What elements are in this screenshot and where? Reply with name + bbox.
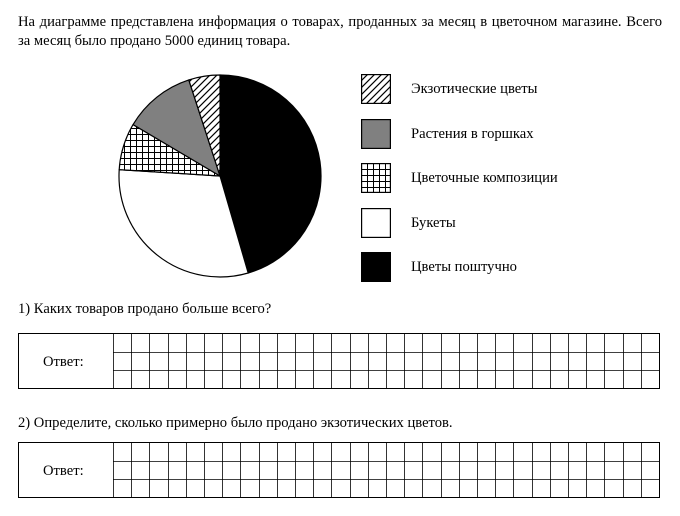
legend-swatch-grid bbox=[361, 163, 391, 193]
intro-text: На диаграмме представлена информация о товарах, проданных за месяц в цветочном магазине. Всего за месяц было продано 5000 единиц товара. bbox=[18, 14, 662, 49]
legend-label: Экзотические цветы bbox=[411, 81, 538, 97]
answer-box-2[interactable] bbox=[18, 442, 660, 498]
question-2: 2) Определите, сколько примерно было продано экзотических цветов. bbox=[18, 415, 453, 431]
answer-box-1[interactable] bbox=[18, 333, 660, 389]
legend-label: Растения в горшках bbox=[411, 125, 534, 142]
legend-swatch-gray bbox=[361, 119, 391, 149]
answer-grid-1[interactable] bbox=[113, 334, 660, 388]
question-1: 1) Каких товаров продано больше всего? bbox=[18, 301, 272, 317]
answer-grid-2[interactable] bbox=[113, 443, 660, 497]
answer-label-2: Ответ: bbox=[43, 463, 84, 479]
legend-label: Букеты bbox=[411, 214, 456, 231]
legend-swatch-white bbox=[361, 208, 391, 238]
answer-label-1: Ответ: bbox=[43, 354, 84, 370]
legend-label: Цветы поштучно bbox=[411, 259, 517, 275]
legend-label: Цветочные композиции bbox=[411, 170, 558, 186]
pie-chart bbox=[112, 68, 328, 284]
legend-swatch-solid-black bbox=[361, 252, 391, 282]
legend-swatch-diagonal-hatch bbox=[361, 74, 391, 104]
